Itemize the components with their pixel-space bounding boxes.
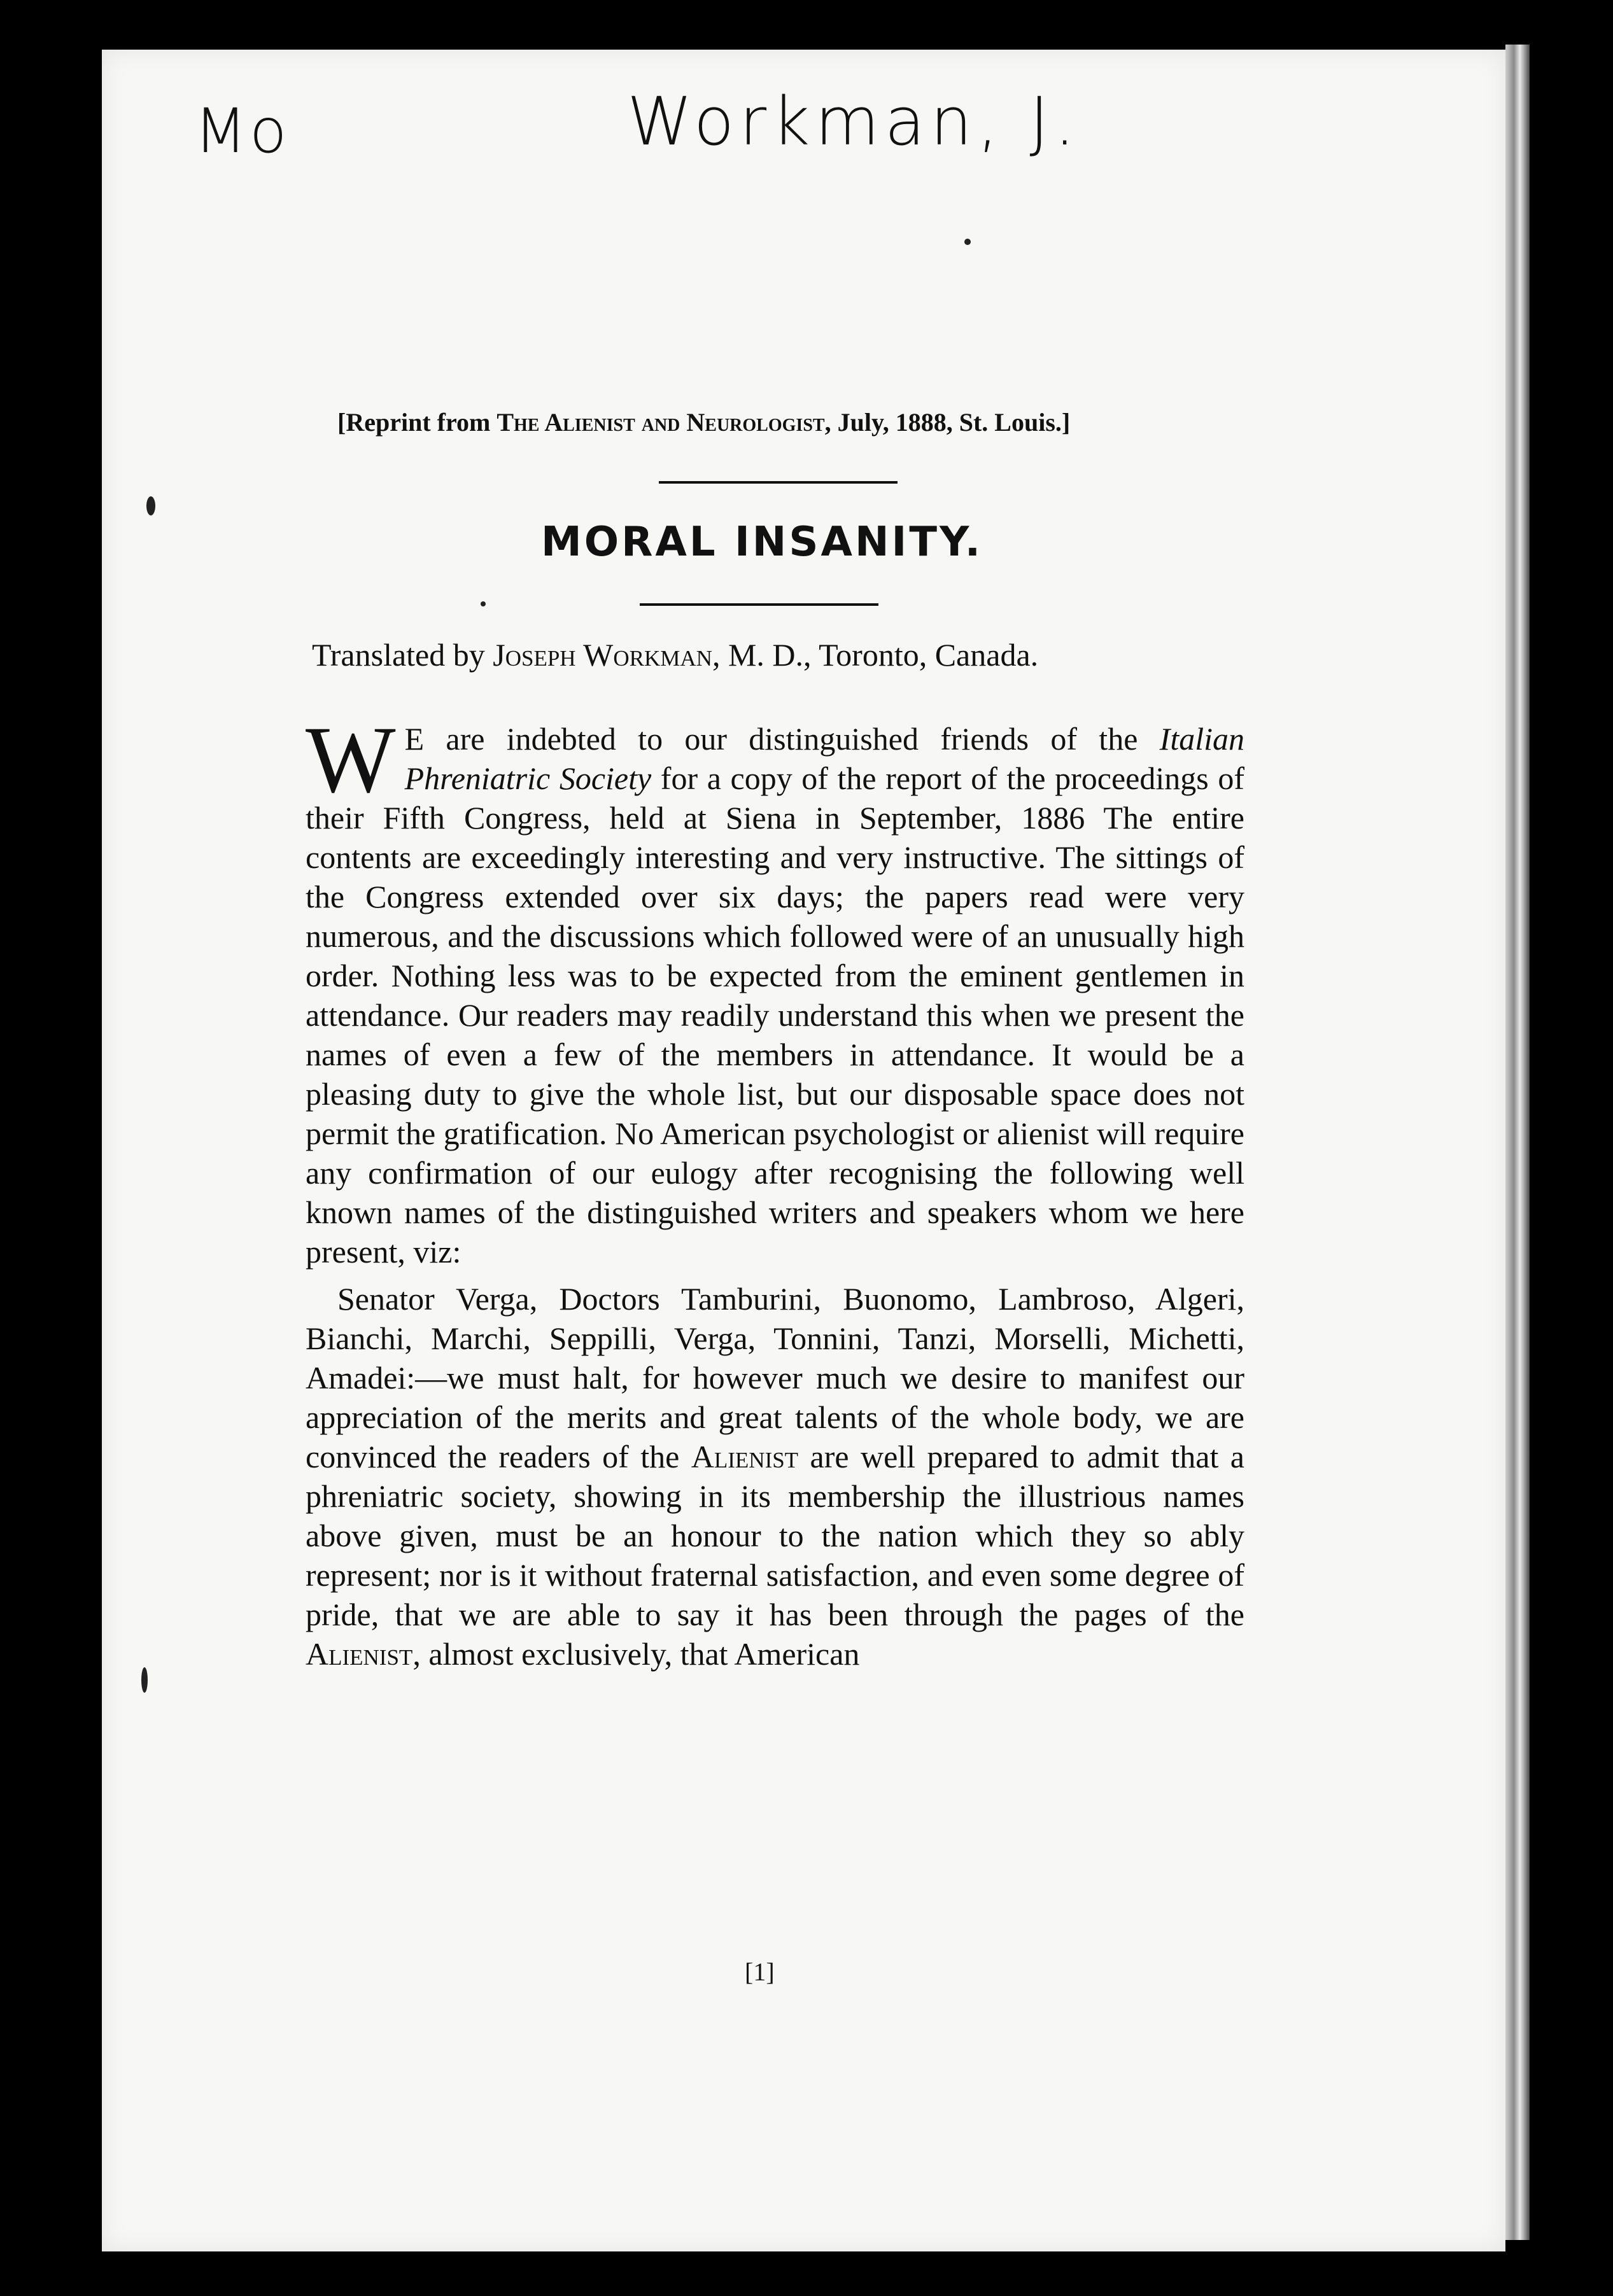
p2-text-c: , almost exclusively, that American — [412, 1636, 860, 1672]
drop-cap: W — [306, 707, 396, 813]
translator-suffix: , M. D., Toronto, Canada. — [712, 637, 1039, 673]
scan-speck — [141, 1667, 148, 1693]
scan-speck — [481, 601, 486, 606]
divider-rule-bottom — [640, 603, 878, 606]
p2-text-b: are well prepared to admit that a phreniatric society, showing in its membership the illustrious names above given, must be an honour to the nation which they so ably represent; nor is it without fraternal satisfaction, and even some degree of pride, that we are able to say it has been through the pages of the — [306, 1439, 1244, 1632]
p2-text-a: Senator Verga, Doctors Tamburini, Buonomo, Lambroso, Algeri, Bianchi, Marchi, Seppilli, Verga, Tonnini, Tanzi, Morselli, Michetti, Amadei:—we must halt, for however much we desire to manifest our appreciation of the merits and great talents of the whole body, we are convinced the readers of the — [306, 1281, 1244, 1474]
reprint-prefix: [Reprint from — [337, 408, 497, 437]
paragraph-1 — [306, 707, 1244, 1271]
handwritten-note-left: Mo — [194, 95, 290, 167]
scan-speck — [964, 239, 971, 245]
alienist-ref-1: Alienist — [691, 1439, 799, 1474]
divider-rule-top — [659, 481, 898, 484]
translator-prefix: Translated by — [312, 637, 493, 673]
society-name: Italian Phreniatric Society — [404, 721, 1244, 796]
article-body — [306, 707, 1244, 1674]
paragraph-2 — [306, 1279, 1244, 1674]
p1-text-b: for a copy of the report of the proceedings of their Fifth Congress, held at Siena in September, 1886 The entire contents are exceedingly interesting and very instructive. The sittings of the Congress extended over six days; the papers read were very numerous, and the discussions which followed were of an unusually high order. Nothing less was to be expected from the eminent gentlemen in attendance. Our readers may readily understand this when we present the names of even a few of the members in attendance. It would be a pleasing duty to give the whole list, but our disposable space does not permit the gratification. No American psychologist or alienist will require any confirmation of our eulogy after recognising the following well known names of the distinguished writers and speakers whom we here present, viz: — [306, 760, 1244, 1270]
page-stack-edge — [1505, 45, 1530, 2240]
reprint-journal: The Alienist and Neurologist — [497, 408, 825, 437]
article-title: MORAL INSANITY. — [541, 519, 983, 566]
reprint-notice — [337, 407, 1241, 437]
handwritten-author-note: Workman, J. — [627, 83, 1081, 160]
alienist-ref-2: Alienist — [306, 1636, 413, 1672]
p1-text-a: E are indebted to our distinguished friends of the — [404, 721, 1160, 757]
page-number: [1] — [745, 1957, 775, 1986]
scan-speck — [146, 496, 155, 515]
translator-line — [312, 636, 1038, 673]
reprint-suffix: , July, 1888, St. Louis.] — [824, 408, 1071, 437]
translator-name: Joseph Workman — [493, 637, 712, 673]
